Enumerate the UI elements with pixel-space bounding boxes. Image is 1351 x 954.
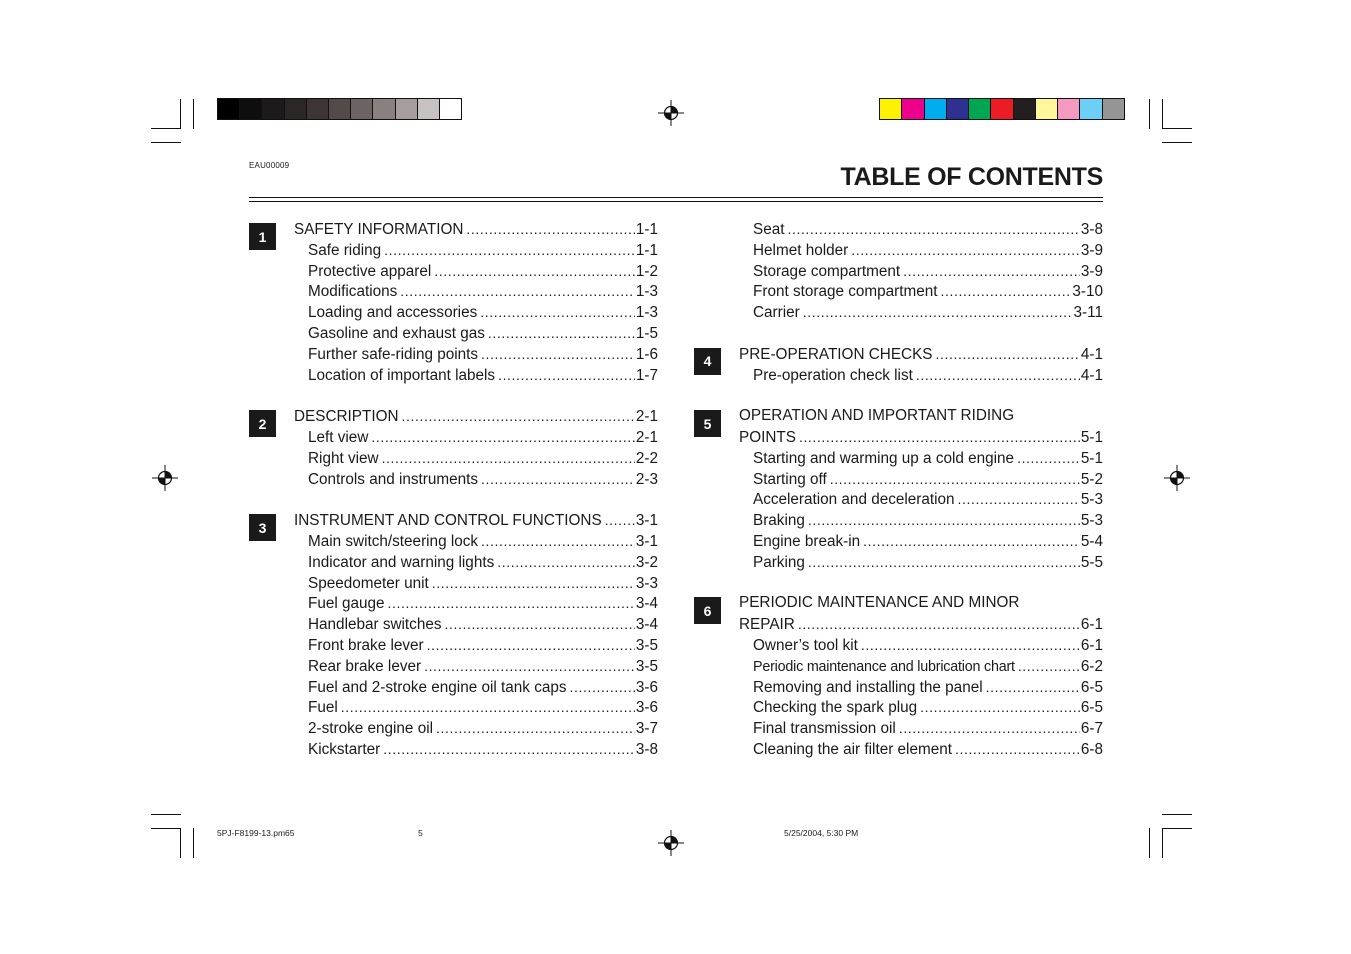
entry-label: Carrier — [753, 304, 800, 322]
dot-leader — [863, 531, 1080, 552]
entry-label: Checking the spark plug — [753, 699, 918, 717]
entry-page: 1-3 — [635, 304, 658, 322]
entry-label: 2-stroke engine oil — [308, 720, 433, 738]
entry-page: 5-3 — [1080, 512, 1103, 530]
entry-page: 3-8 — [1080, 221, 1103, 238]
entry-label: Main switch/steering lock — [308, 532, 479, 550]
entry-page: 3-3 — [635, 574, 658, 592]
toc-section-title-line[interactable] — [739, 593, 1103, 614]
entry-page: 3-1 — [635, 532, 658, 550]
color-swatch — [395, 99, 417, 119]
entry-page: 5-4 — [1080, 532, 1103, 550]
entry-page: 3-10 — [1072, 283, 1103, 301]
toc-entry[interactable] — [294, 281, 658, 302]
dot-leader — [436, 718, 635, 739]
dot-leader — [570, 677, 635, 698]
toc-right-column — [703, 219, 1103, 760]
dot-leader — [498, 365, 635, 386]
entry-page: 1-1 — [635, 241, 658, 259]
crop-mark — [151, 814, 181, 815]
entry-page: 3-5 — [635, 657, 658, 675]
entry-page: 1-3 — [635, 283, 658, 301]
entry-label: Starting off — [753, 470, 827, 488]
toc-entry[interactable] — [294, 261, 658, 282]
toc-entry[interactable] — [294, 365, 658, 386]
entry-page: 5-1 — [1080, 449, 1103, 467]
toc-entry[interactable] — [739, 281, 1103, 302]
entry-page: 6-5 — [1080, 678, 1103, 696]
toc-entry[interactable] — [739, 656, 1103, 677]
entry-page: 3-6 — [635, 699, 658, 717]
dot-leader — [402, 406, 635, 427]
toc-entry[interactable] — [294, 469, 658, 490]
toc-entry[interactable] — [294, 531, 658, 552]
entry-page: 3-2 — [635, 553, 658, 571]
dot-leader — [497, 552, 635, 573]
dot-leader — [605, 510, 635, 531]
toc-entry[interactable] — [739, 552, 1103, 573]
toc-entry[interactable] — [294, 302, 658, 323]
color-swatch — [924, 99, 946, 119]
dot-leader — [861, 635, 1080, 656]
entry-label: Safe riding — [308, 241, 382, 259]
dot-leader — [466, 219, 634, 240]
entry-label: Gasoline and exhaust gas — [308, 324, 485, 342]
dot-leader — [903, 261, 1080, 282]
entry-page: 6-7 — [1080, 720, 1103, 738]
toc-entry[interactable] — [294, 344, 658, 365]
entry-page: 3-8 — [635, 740, 658, 758]
color-swatch — [1102, 99, 1124, 119]
dot-leader — [481, 469, 635, 490]
dot-leader — [427, 635, 635, 656]
toc-entry[interactable] — [294, 552, 658, 573]
dot-leader — [424, 656, 635, 677]
dot-leader — [384, 240, 635, 261]
dot-leader — [432, 573, 635, 594]
toc-entry[interactable] — [739, 739, 1103, 760]
toc-entry[interactable] — [294, 427, 658, 448]
entry-page: 6-2 — [1080, 657, 1103, 675]
crop-mark — [151, 828, 181, 829]
dot-leader — [481, 344, 635, 365]
toc-section-5 — [703, 406, 1103, 572]
entry-label: DESCRIPTION — [294, 408, 399, 426]
entry-label: Protective apparel — [308, 262, 432, 280]
entry-label: Periodic maintenance and lubrication chart — [753, 658, 1015, 675]
entry-page: 3-7 — [635, 720, 658, 738]
dot-leader — [830, 469, 1080, 490]
crop-mark — [1149, 99, 1150, 129]
entry-page: 3-6 — [635, 678, 658, 696]
entry-label: Engine break-in — [753, 532, 861, 550]
toc-entry[interactable] — [739, 240, 1103, 261]
toc-section-title[interactable] — [294, 219, 658, 240]
toc-entry[interactable] — [739, 635, 1103, 656]
entry-label: Owner’s tool kit — [753, 636, 858, 654]
color-swatch — [350, 99, 372, 119]
dot-leader — [798, 614, 1080, 635]
dot-leader — [488, 323, 635, 344]
dot-leader — [899, 718, 1080, 739]
entry-label: Fuel and 2-stroke engine oil tank caps — [308, 678, 567, 696]
document-code: EAU00009 — [249, 161, 290, 170]
crop-mark — [180, 828, 181, 858]
toc-entry[interactable] — [739, 448, 1103, 469]
section-number-badge: 1 — [249, 223, 276, 250]
color-swatch — [946, 99, 968, 119]
process-color-bar — [879, 98, 1125, 120]
entry-label: Right view — [308, 449, 379, 467]
entry-page: 2-3 — [635, 470, 658, 488]
toc-left-column — [258, 219, 658, 760]
color-swatch — [218, 99, 239, 119]
toc-entry[interactable] — [294, 240, 658, 261]
entry-label: Final transmission oil — [753, 720, 896, 738]
crop-mark — [193, 99, 194, 129]
toc-section-title[interactable] — [739, 614, 1103, 635]
entry-label: SAFETY INFORMATION — [294, 221, 464, 238]
dot-leader — [1017, 448, 1080, 469]
dot-leader — [799, 427, 1080, 448]
dot-leader — [371, 427, 635, 448]
dot-leader — [920, 697, 1080, 718]
dot-leader — [808, 510, 1080, 531]
crop-mark — [1162, 828, 1163, 858]
toc-section-1 — [258, 219, 658, 385]
dot-leader — [1018, 656, 1080, 677]
entry-label: Cleaning the air filter element — [753, 740, 952, 758]
entry-label: Kickstarter — [308, 740, 381, 758]
entry-label: Loading and accessories — [308, 304, 478, 322]
dot-leader — [941, 281, 1072, 302]
toc-entry[interactable] — [294, 323, 658, 344]
toc-entry[interactable] — [294, 593, 658, 614]
entry-label: Controls and instruments — [308, 470, 479, 488]
toc-entry[interactable] — [739, 365, 1103, 386]
color-swatch — [306, 99, 328, 119]
entry-page: 4-1 — [1080, 345, 1103, 363]
entry-page: 3-11 — [1073, 304, 1103, 322]
crop-mark — [1162, 142, 1192, 143]
entry-label: Parking — [753, 553, 805, 571]
entry-label: Helmet holder — [753, 241, 849, 259]
entry-page: 5-1 — [1080, 428, 1103, 446]
grayscale-color-bar — [217, 98, 462, 120]
color-swatch — [880, 99, 901, 119]
crop-mark — [1162, 99, 1163, 129]
registration-target-icon — [152, 465, 178, 491]
entry-page: 5-3 — [1080, 491, 1103, 509]
entry-label: PRE-OPERATION CHECKS — [739, 345, 933, 363]
entry-label: Speedometer unit — [308, 574, 429, 592]
dot-leader — [986, 677, 1080, 698]
color-swatch — [968, 99, 990, 119]
toc-entry[interactable] — [739, 261, 1103, 282]
entry-page: 1-6 — [635, 345, 658, 363]
entry-page: 4-1 — [1080, 366, 1103, 384]
section-number-badge: 5 — [694, 410, 721, 437]
toc-entry[interactable] — [294, 697, 658, 718]
color-swatch — [284, 99, 306, 119]
color-swatch — [439, 99, 461, 119]
registration-target-icon — [1164, 465, 1190, 491]
registration-target-icon — [658, 830, 684, 856]
toc-entry[interactable] — [739, 718, 1103, 739]
entry-page: 2-1 — [635, 428, 658, 446]
entry-page: 6-5 — [1080, 699, 1103, 717]
dot-leader — [480, 302, 635, 323]
toc-entry[interactable] — [294, 718, 658, 739]
color-swatch — [1079, 99, 1101, 119]
entry-label: Removing and installing the panel — [753, 678, 983, 696]
dot-leader — [955, 739, 1080, 760]
toc-section-3-continued — [739, 219, 1103, 323]
dot-leader — [434, 261, 635, 282]
entry-label: Modifications — [308, 283, 398, 301]
toc-section-title[interactable] — [739, 427, 1103, 448]
entry-page: 5-5 — [1080, 553, 1103, 571]
footer-timestamp: 5/25/2004, 5:30 PM — [784, 828, 859, 838]
entry-page: 6-1 — [1080, 636, 1103, 654]
color-swatch — [1057, 99, 1079, 119]
entry-page: 1-7 — [635, 366, 658, 384]
entry-label: Front brake lever — [308, 636, 424, 654]
entry-page: 2-1 — [635, 408, 658, 426]
entry-label: Pre-operation check list — [753, 366, 913, 384]
color-swatch — [239, 99, 261, 119]
toc-entry[interactable] — [294, 677, 658, 698]
toc-entry[interactable] — [739, 697, 1103, 718]
dot-leader — [445, 614, 635, 635]
entry-label: Fuel — [308, 699, 338, 717]
toc-entry[interactable] — [294, 448, 658, 469]
dot-leader — [382, 448, 635, 469]
dot-leader — [958, 489, 1080, 510]
entry-label: Further safe-riding points — [308, 345, 479, 363]
crop-mark — [151, 142, 181, 143]
color-swatch — [1035, 99, 1057, 119]
toc-entry[interactable] — [739, 510, 1103, 531]
toc-entry[interactable] — [739, 531, 1103, 552]
dot-leader — [787, 219, 1079, 240]
toc-section-title[interactable] — [294, 406, 658, 427]
entry-page: 2-2 — [635, 449, 658, 467]
entry-page: 1-5 — [635, 324, 658, 342]
dot-leader — [341, 697, 635, 718]
toc-entry[interactable] — [739, 677, 1103, 698]
color-swatch — [372, 99, 394, 119]
toc-section-3 — [258, 510, 658, 760]
color-swatch — [328, 99, 350, 119]
entry-label: Braking — [753, 512, 805, 530]
toc-section-title[interactable] — [294, 510, 658, 531]
section-number-badge: 6 — [694, 597, 721, 624]
entry-label: Starting and warming up a cold engine — [753, 449, 1015, 467]
entry-label: Handlebar switches — [308, 616, 442, 634]
toc-section-4 — [703, 344, 1103, 386]
entry-label: Acceleration and deceleration — [753, 491, 955, 509]
crop-mark — [1149, 828, 1150, 858]
footer-file-name: 5PJ-F8199-13.pm65 — [217, 828, 295, 838]
toc-section-title-line[interactable] — [739, 406, 1103, 427]
toc-entry[interactable] — [739, 489, 1103, 510]
toc-section-2 — [258, 406, 658, 489]
entry-page: 3-4 — [635, 616, 658, 634]
entry-label: INSTRUMENT AND CONTROL FUNCTIONS — [294, 512, 602, 530]
dot-leader — [400, 281, 635, 302]
entry-label: Seat — [753, 221, 785, 238]
entry-page: 3-1 — [635, 512, 658, 530]
crop-mark — [193, 828, 194, 858]
crop-mark — [1162, 828, 1192, 829]
dot-leader — [388, 593, 635, 614]
entry-label: POINTS — [739, 428, 796, 446]
entry-page: 3-9 — [1080, 262, 1103, 280]
toc-entry[interactable] — [294, 614, 658, 635]
crop-mark — [151, 128, 181, 129]
entry-label: Fuel gauge — [308, 595, 385, 613]
section-number-badge: 4 — [694, 348, 721, 375]
entry-page: 3-9 — [1080, 241, 1103, 259]
entry-label: Location of important labels — [308, 366, 496, 384]
entry-page: 3-5 — [635, 636, 658, 654]
dot-leader — [803, 302, 1073, 323]
dot-leader — [481, 531, 635, 552]
crop-mark — [1162, 128, 1192, 129]
entry-page: 1-2 — [635, 262, 658, 280]
entry-page: 3-4 — [635, 595, 658, 613]
entry-label: Indicator and warning lights — [308, 553, 495, 571]
toc-entry[interactable] — [294, 573, 658, 594]
dot-leader — [936, 344, 1080, 365]
toc-entry[interactable] — [739, 469, 1103, 490]
entry-label: Left view — [308, 428, 369, 446]
entry-label: Storage compartment — [753, 262, 901, 280]
toc-section-6 — [703, 593, 1103, 759]
toc-entry[interactable] — [739, 302, 1103, 323]
page-title: TABLE OF CONTENTS — [840, 163, 1103, 191]
footer-page-number: 5 — [418, 828, 423, 838]
title-rule — [249, 201, 1103, 202]
entry-label: Front storage compartment — [753, 283, 938, 301]
dot-leader — [808, 552, 1080, 573]
section-number-badge: 3 — [249, 514, 276, 541]
dot-leader — [916, 365, 1080, 386]
crop-mark — [1162, 814, 1192, 815]
entry-page: 1-1 — [635, 221, 658, 238]
entry-label: OPERATION AND IMPORTANT RIDING — [739, 407, 1015, 425]
entry-page: 6-1 — [1080, 616, 1103, 634]
dot-leader — [851, 240, 1080, 261]
color-swatch — [990, 99, 1012, 119]
toc-entry[interactable] — [739, 219, 1103, 240]
entry-label: Rear brake lever — [308, 657, 422, 675]
section-number-badge: 2 — [249, 410, 276, 437]
crop-mark — [180, 99, 181, 129]
entry-page: 5-2 — [1080, 470, 1103, 488]
color-swatch — [417, 99, 439, 119]
color-swatch — [1013, 99, 1035, 119]
toc-section-title[interactable] — [739, 344, 1103, 365]
color-swatch — [901, 99, 923, 119]
entry-label: REPAIR — [739, 616, 795, 634]
color-swatch — [261, 99, 283, 119]
toc-entry[interactable] — [294, 739, 658, 760]
registration-target-icon — [658, 100, 684, 126]
entry-label: PERIODIC MAINTENANCE AND MINOR — [739, 594, 1020, 612]
dot-leader — [383, 739, 635, 760]
entry-page: 6-8 — [1080, 740, 1103, 758]
toc-entry[interactable] — [294, 656, 658, 677]
title-rule — [249, 197, 1103, 198]
toc-entry[interactable] — [294, 635, 658, 656]
